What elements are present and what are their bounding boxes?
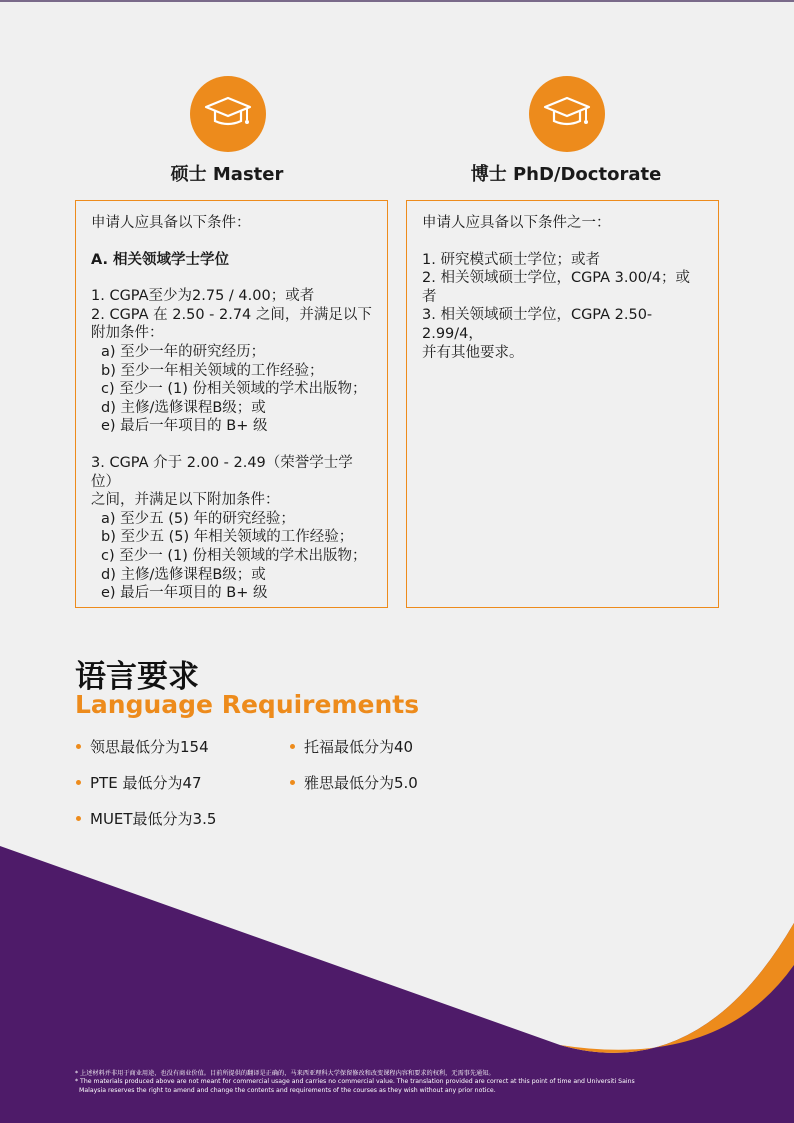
- master-icon-circle: [190, 76, 266, 152]
- requirement-text: 领思最低分为154: [90, 738, 209, 756]
- master-section-a: A. 相关领域学士学位: [91, 251, 230, 268]
- requirement-text: PTE 最低分为47: [90, 774, 202, 792]
- footnote-en-1: * The materials produced above are not meant for commercial usage and carries no commercial value. The translation provided are correct at this point of time and Universiti Sains: [75, 1078, 635, 1086]
- graduation-cap-icon: [541, 94, 593, 134]
- master-item-3-line1: 3. CGPA 介于 2.00 - 2.49（荣誉学士学位）: [91, 454, 353, 490]
- bullet-dot-icon: [290, 780, 295, 785]
- phd-title: 博士 PhD/Doctorate: [470, 164, 662, 185]
- master-item-3-line2: 之间，并满足以下附加条件：: [91, 492, 280, 509]
- master-item-2-sub-c: c) 至少一 (1) 份相关领域的学术出版物；: [101, 381, 367, 398]
- master-item-2-sub-e: e) 最后一年项目的 B+ 级: [101, 418, 268, 435]
- language-title-en: Language Requirements: [75, 690, 420, 719]
- phd-item-3-cont: 并有其他要求。: [422, 344, 524, 361]
- master-item-3-sub-b: b) 至少五 (5) 年相关领域的工作经验；: [101, 529, 354, 546]
- requirement-item: [76, 772, 202, 793]
- master-item-3-sub-d: d) 主修/选修课程B级；或: [101, 566, 266, 583]
- footnote-en-2: Malaysia reserves the right to amend and change the contents and requirements of the courses as they wish without any prior notice.: [79, 1086, 496, 1094]
- bullet-dot-icon: [76, 780, 81, 785]
- phd-item-1: 1. 研究模式硕士学位；或者: [422, 251, 600, 268]
- master-item-3-sub-c: c) 至少一 (1) 份相关领域的学术出版物；: [101, 547, 367, 564]
- master-item-2-line1: 2. CGPA 在 2.50 - 2.74 之间，并满足以下: [91, 306, 372, 323]
- phd-intro: 申请人应具备以下条件之一：: [422, 215, 611, 231]
- requirement-text: 托福最低分为40: [304, 738, 414, 756]
- top-border: [0, 0, 794, 2]
- bullet-dot-icon: [76, 744, 81, 749]
- footnote: [75, 1070, 735, 1095]
- master-item-3-sub-e: e) 最后一年项目的 B+ 级: [101, 585, 268, 602]
- phd-item-3: 3. 相关领域硕士学位，CGPA 2.50-2.99/4，: [422, 307, 653, 342]
- phd-requirements-box: [406, 200, 719, 608]
- footnote-zh: * 上述材料并非用于商业用途，也没有商业价值。目前所提供的翻译是正确的，马来西亚理科大学保留修改和改变课程内容和要求的权利，无需事先通知。: [75, 1070, 495, 1077]
- requirement-item: [290, 736, 413, 757]
- phd-icon-circle: [529, 76, 605, 152]
- master-item-1: 1. CGPA至少为2.75 / 4.00；或者: [91, 288, 315, 305]
- master-requirements-box: [75, 200, 388, 608]
- master-item-2-sub-a: a) 至少一年的研究经历；: [101, 343, 266, 360]
- requirement-item: [76, 808, 216, 829]
- bullet-dot-icon: [76, 816, 81, 821]
- master-item-2-line2: 附加条件：: [91, 325, 164, 342]
- requirement-text: 雅思最低分为5.0: [304, 774, 418, 792]
- requirement-text: MUET最低分为3.5: [90, 810, 217, 828]
- master-item-2-sub-d: d) 主修/选修课程B级；或: [101, 399, 266, 416]
- graduation-cap-icon: [202, 94, 254, 134]
- requirement-item: [290, 772, 418, 793]
- language-title-zh: 语言要求: [75, 659, 199, 695]
- master-item-3-sub-a: a) 至少五 (5) 年的研究经验；: [101, 510, 295, 527]
- bullet-dot-icon: [290, 744, 295, 749]
- master-title: 硕士 Master: [170, 164, 284, 185]
- master-item-2-sub-b: b) 至少一年相关领域的工作经验；: [101, 362, 324, 379]
- requirement-item: [76, 736, 209, 757]
- phd-item-2: 2. 相关领域硕士学位，CGPA 3.00/4；或者: [422, 270, 691, 305]
- master-intro: 申请人应具备以下条件：: [91, 215, 251, 231]
